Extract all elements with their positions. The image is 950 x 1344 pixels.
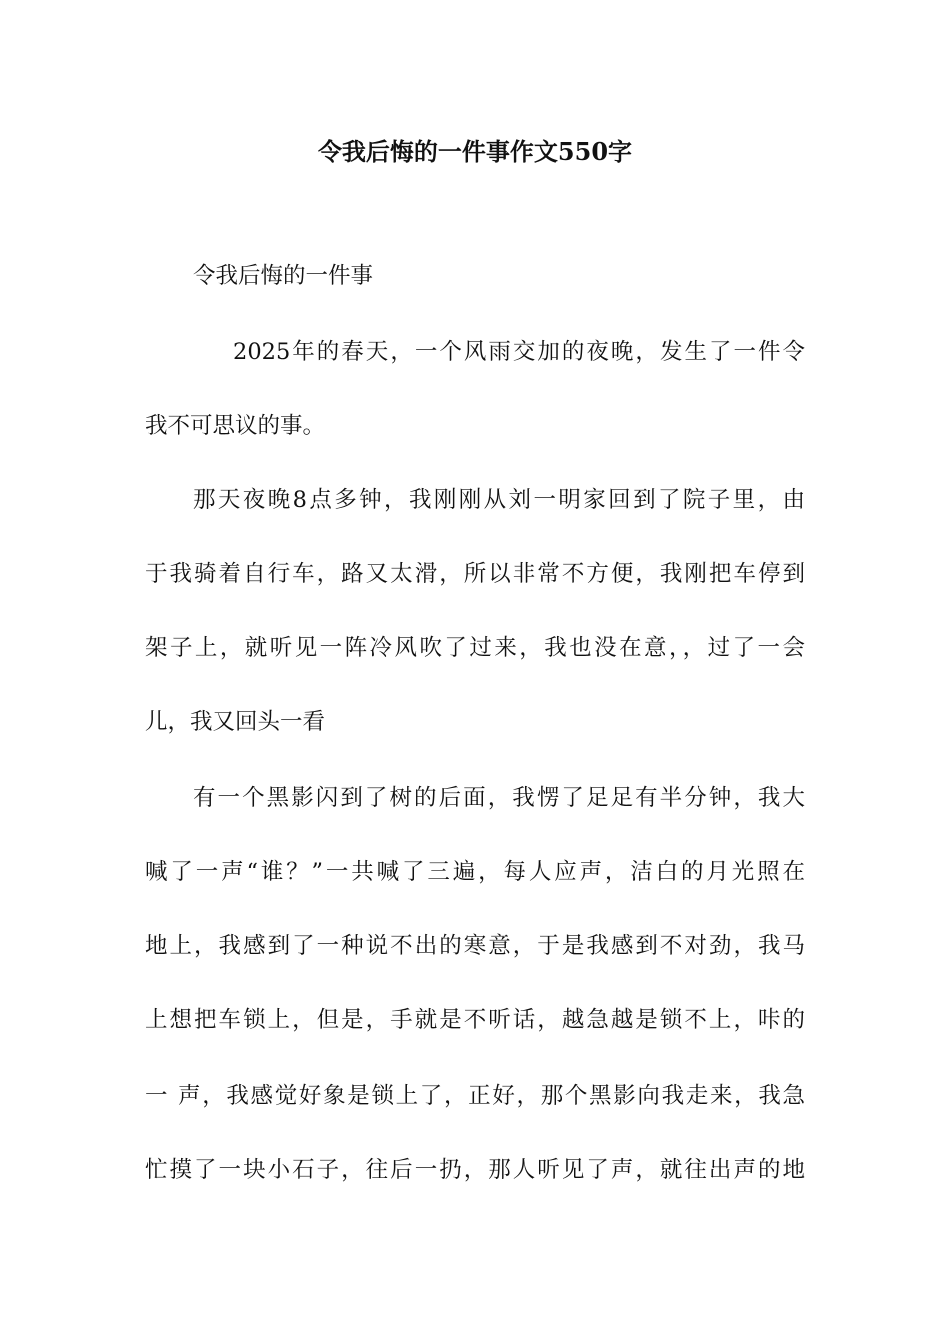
paragraph-3-line-6: 忙摸了一块小石子，往后一扔，那人听见了声，就往出声的地	[145, 1157, 805, 1183]
paragraph-2-line-1: 那天夜晚8点多钟，我刚刚从刘一明家回到了院子里，由	[193, 487, 805, 513]
paragraph-2-line-3: 架子上，就听见一阵冷风吹了过来，我也没在意，，过了一会	[145, 635, 805, 661]
subtitle-line: 令我后悔的一件事	[193, 263, 374, 289]
paragraph-1-line-2: 我不可思议的事。	[145, 413, 326, 439]
paragraph-1-line-1: 2025年的春天，一个风雨交加的夜晚，发生了一件令	[233, 339, 805, 365]
paragraph-3-line-2: 喊了一声“谁？”一共喊了三遍，每人应声，洁白的月光照在	[145, 859, 805, 885]
paragraph-3-line-1: 有一个黑影闪到了树的后面，我愣了足足有半分钟，我大	[193, 785, 805, 811]
paragraph-3-line-4: 上想把车锁上，但是，手就是不听话，越急越是锁不上，咔的	[145, 1007, 805, 1033]
paragraph-3-line-3: 地上，我感到了一种说不出的寒意，于是我感到不对劲，我马	[145, 933, 805, 959]
paragraph-2-line-2: 于我骑着自行车，路又太滑，所以非常不方便，我刚把车停到	[145, 561, 805, 587]
paragraph-2-line-4: 儿，我又回头一看	[145, 709, 326, 735]
paragraph-3-line-5: 一 声，我感觉好象是锁上了，正好，那个黑影向我走来，我急	[145, 1083, 805, 1109]
document-title: 令我后悔的一件事作文550字	[317, 137, 633, 166]
